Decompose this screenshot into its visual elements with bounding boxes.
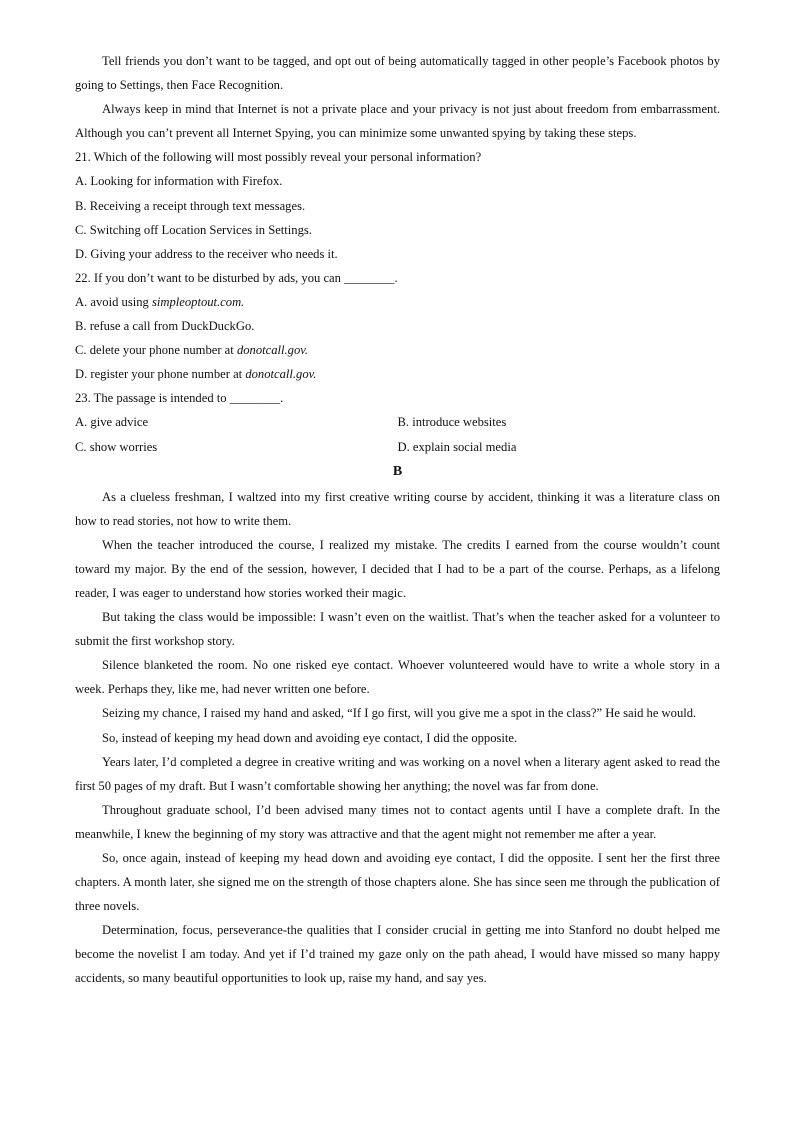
passage-b-paragraph: When the teacher introduced the course, I realized my mistake. The credits I earned from the course wouldn’t count toward my major. By the end of the session, however, I decided that I had to be a part of the course. Perhaps, as a lifelong reader, I was eager to understand how stories worked their magic.	[75, 537, 720, 600]
options-row	[75, 435, 720, 459]
question-22	[75, 266, 720, 386]
passage-b-paragraph: Years later, I’d completed a degree in creative writing and was working on a novel when a literary agent asked to read the first 50 pages of my draft. But I wasn’t comfortable showing her anything; the novel was far from done.	[75, 754, 720, 793]
option-b: B. introduce websites	[397, 415, 507, 430]
passage-b	[75, 485, 720, 991]
option-text: C. delete your phone number at	[75, 343, 237, 358]
question-21	[75, 145, 720, 265]
passage-a-paragraph: Always keep in mind that Internet is not a private place and your privacy is not just about freedom from embarrassment. Although you can’t prevent all Internet Spying, you can minimize some unwanted spying by taking these steps.	[75, 102, 720, 141]
website-name: simpleoptout.com.	[151, 294, 245, 309]
question-stem: 23. The passage is intended to ________.	[75, 391, 284, 406]
option-c: C. Switching off Location Services in Settings.	[75, 222, 312, 237]
option-a: A. Looking for information with Firefox.	[75, 174, 283, 189]
option-c: C. show worries	[75, 439, 158, 454]
passage-b-paragraph: Silence blanketed the room. No one risked eye contact. Whoever volunteered would have to write a whole story in a week. Perhaps they, like me, had never written one before.	[75, 658, 720, 697]
passage-b-paragraph: But taking the class would be impossible: I wasn’t even on the waitlist. That’s when the teacher asked for a volunteer to submit the first workshop story.	[75, 610, 720, 649]
option-a	[75, 290, 720, 314]
passage-b-paragraph: So, instead of keeping my head down and avoiding eye contact, I did the opposite.	[102, 730, 518, 745]
option-d	[75, 362, 720, 386]
section-b-title: B	[392, 463, 403, 479]
question-stem: 21. Which of the following will most possibly reveal your personal information?	[75, 150, 482, 165]
website-name: donotcall.gov.	[236, 343, 309, 358]
option-b: B. refuse a call from DuckDuckGo.	[75, 319, 255, 334]
passage-a-paragraph: Tell friends you don’t want to be tagged, and opt out of being automatically tagged in other people’s Facebook photos by going to Settings, then Face Recognition.	[75, 54, 720, 93]
passage-b-paragraph: So, once again, instead of keeping my head down and avoiding eye contact, I did the opposite. I sent her the first three chapters. A month later, she signed me on the strength of those chapters alone. She has since seen me through the publication of three novels.	[75, 851, 720, 914]
option-text: D. register your phone number at	[75, 367, 246, 382]
question-stem: 22. If you don’t want to be disturbed by ads, you can ________.	[75, 270, 398, 285]
question-23	[75, 386, 720, 458]
option-d: D. Giving your address to the receiver who needs it.	[75, 246, 338, 261]
passage-b-paragraph: Determination, focus, perseverance-the qualities that I consider crucial in getting me into Stanford no doubt helped me become the novelist I am today. And yet if I’d trained my gaze only on the path ahead, I would have missed so many happy accidents, so many beautiful opportunities to look up, raise my hand, and say yes.	[75, 923, 720, 986]
option-a: A. give advice	[75, 415, 149, 430]
passage-b-paragraph: Throughout graduate school, I’d been advised many times not to contact agents until I have a complete draft. In the meanwhile, I knew the beginning of my story was attractive and that the agent might not remember me after a year.	[75, 802, 720, 841]
option-text: A. avoid using	[75, 294, 152, 309]
option-c	[75, 338, 720, 362]
passage-b-paragraph: As a clueless freshman, I waltzed into my first creative writing course by accident, thinking it was a literature class on how to read stories, not how to write them.	[75, 489, 720, 528]
exam-page	[75, 49, 720, 991]
website-name: donotcall.gov.	[245, 367, 317, 382]
passage-b-paragraph: Seizing my chance, I raised my hand and asked, “If I go first, will you give me a spot in the class?” He said he would.	[102, 706, 697, 721]
options-row	[75, 410, 720, 434]
option-d: D. explain social media	[397, 439, 517, 454]
option-b: B. Receiving a receipt through text messages.	[75, 198, 306, 213]
